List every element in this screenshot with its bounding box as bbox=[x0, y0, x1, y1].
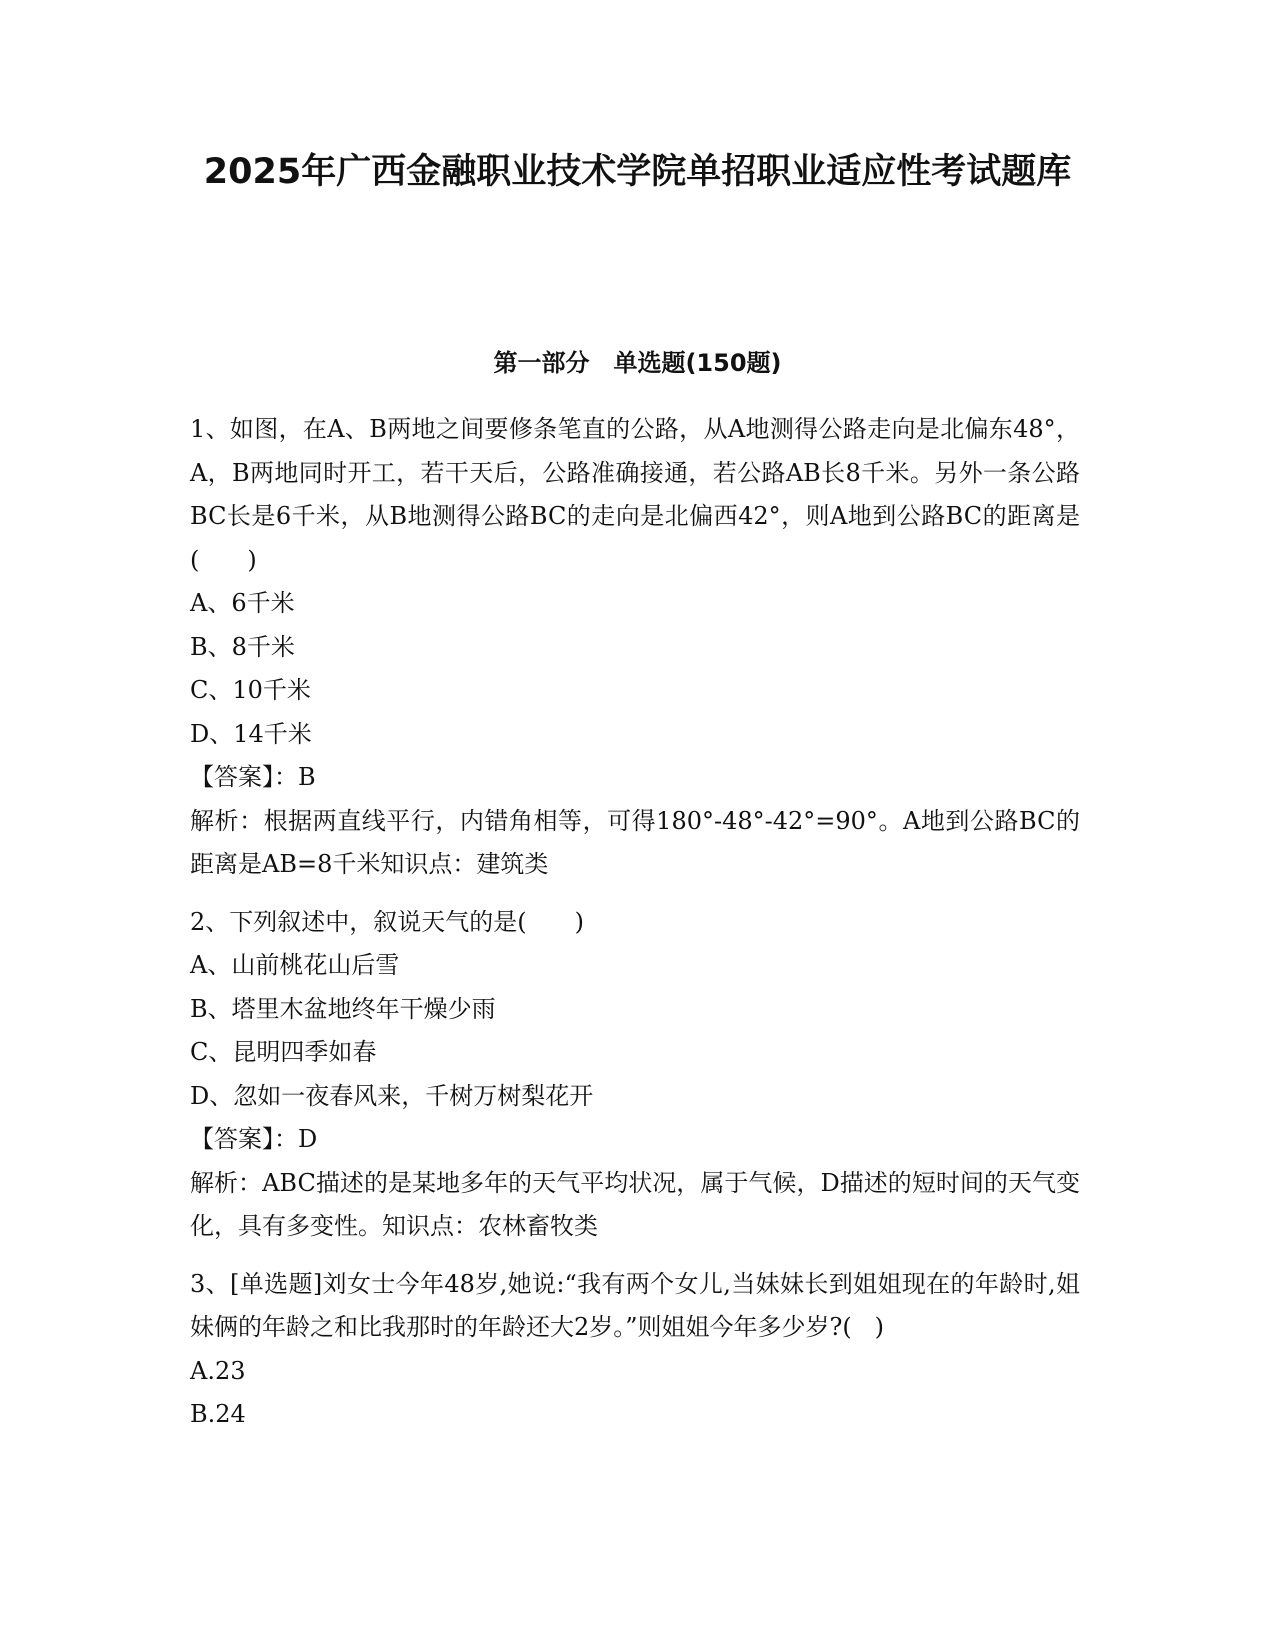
option-a: A、山前桃花山后雪 bbox=[190, 951, 400, 979]
question-1 bbox=[190, 408, 1080, 887]
option-b: B.24 bbox=[190, 1400, 246, 1428]
question-2 bbox=[190, 901, 1080, 1249]
section-title: 第一部分 单选题(150题) bbox=[493, 349, 782, 377]
question-stem: 3、[单选题]刘女士今年48岁,她说:“我有两个女儿,当妹妹长到姐姐现在的年龄时,姐妹俩的年龄之和比我那时的年龄还大2岁。”则姐姐今年多少岁?( ) bbox=[190, 1269, 1080, 1341]
question-3 bbox=[190, 1263, 1080, 1437]
option-c: C、昆明四季如春 bbox=[190, 1038, 377, 1066]
option-d: D、14千米 bbox=[190, 719, 312, 748]
option-d: D、忽如一夜春风来，千树万树梨花开 bbox=[190, 1081, 594, 1110]
option-c: C、10千米 bbox=[190, 676, 311, 704]
option-a: A.23 bbox=[190, 1356, 246, 1385]
analysis: 解析：ABC描述的是某地多年的天气平均状况，属于气候，D描述的短时间的天气变化，具有多变性。知识点：农林畜牧类 bbox=[190, 1168, 1080, 1240]
answer: 【答案】：D bbox=[190, 1125, 318, 1153]
question-list bbox=[190, 408, 1080, 1451]
option-b: B、塔里木盆地终年干燥少雨 bbox=[190, 994, 496, 1023]
option-b: B、8千米 bbox=[190, 632, 295, 661]
answer: 【答案】：B bbox=[190, 763, 316, 791]
document-title: 2025年广西金融职业技术学院单招职业适应性考试题库 bbox=[203, 152, 1072, 192]
analysis: 解析：根据两直线平行，内错角相等，可得180°-48°-42°=90°。A地到公路BC的距离是AB=8千米知识点：建筑类 bbox=[190, 806, 1080, 878]
question-stem: 2、下列叙述中，叙说天气的是( ) bbox=[190, 907, 584, 936]
option-a: A、6千米 bbox=[190, 589, 295, 617]
question-stem: 1、如图，在A、B两地之间要修条笔直的公路，从A地测得公路走向是北偏东48°，A，B两地同时开工，若干天后，公路准确接通，若公路AB长8千米。另外一条公路BC长是6千米，从B地测得公路BC的走向是北偏西42°，则A地到公路BC的距离是( ) bbox=[190, 415, 1080, 574]
